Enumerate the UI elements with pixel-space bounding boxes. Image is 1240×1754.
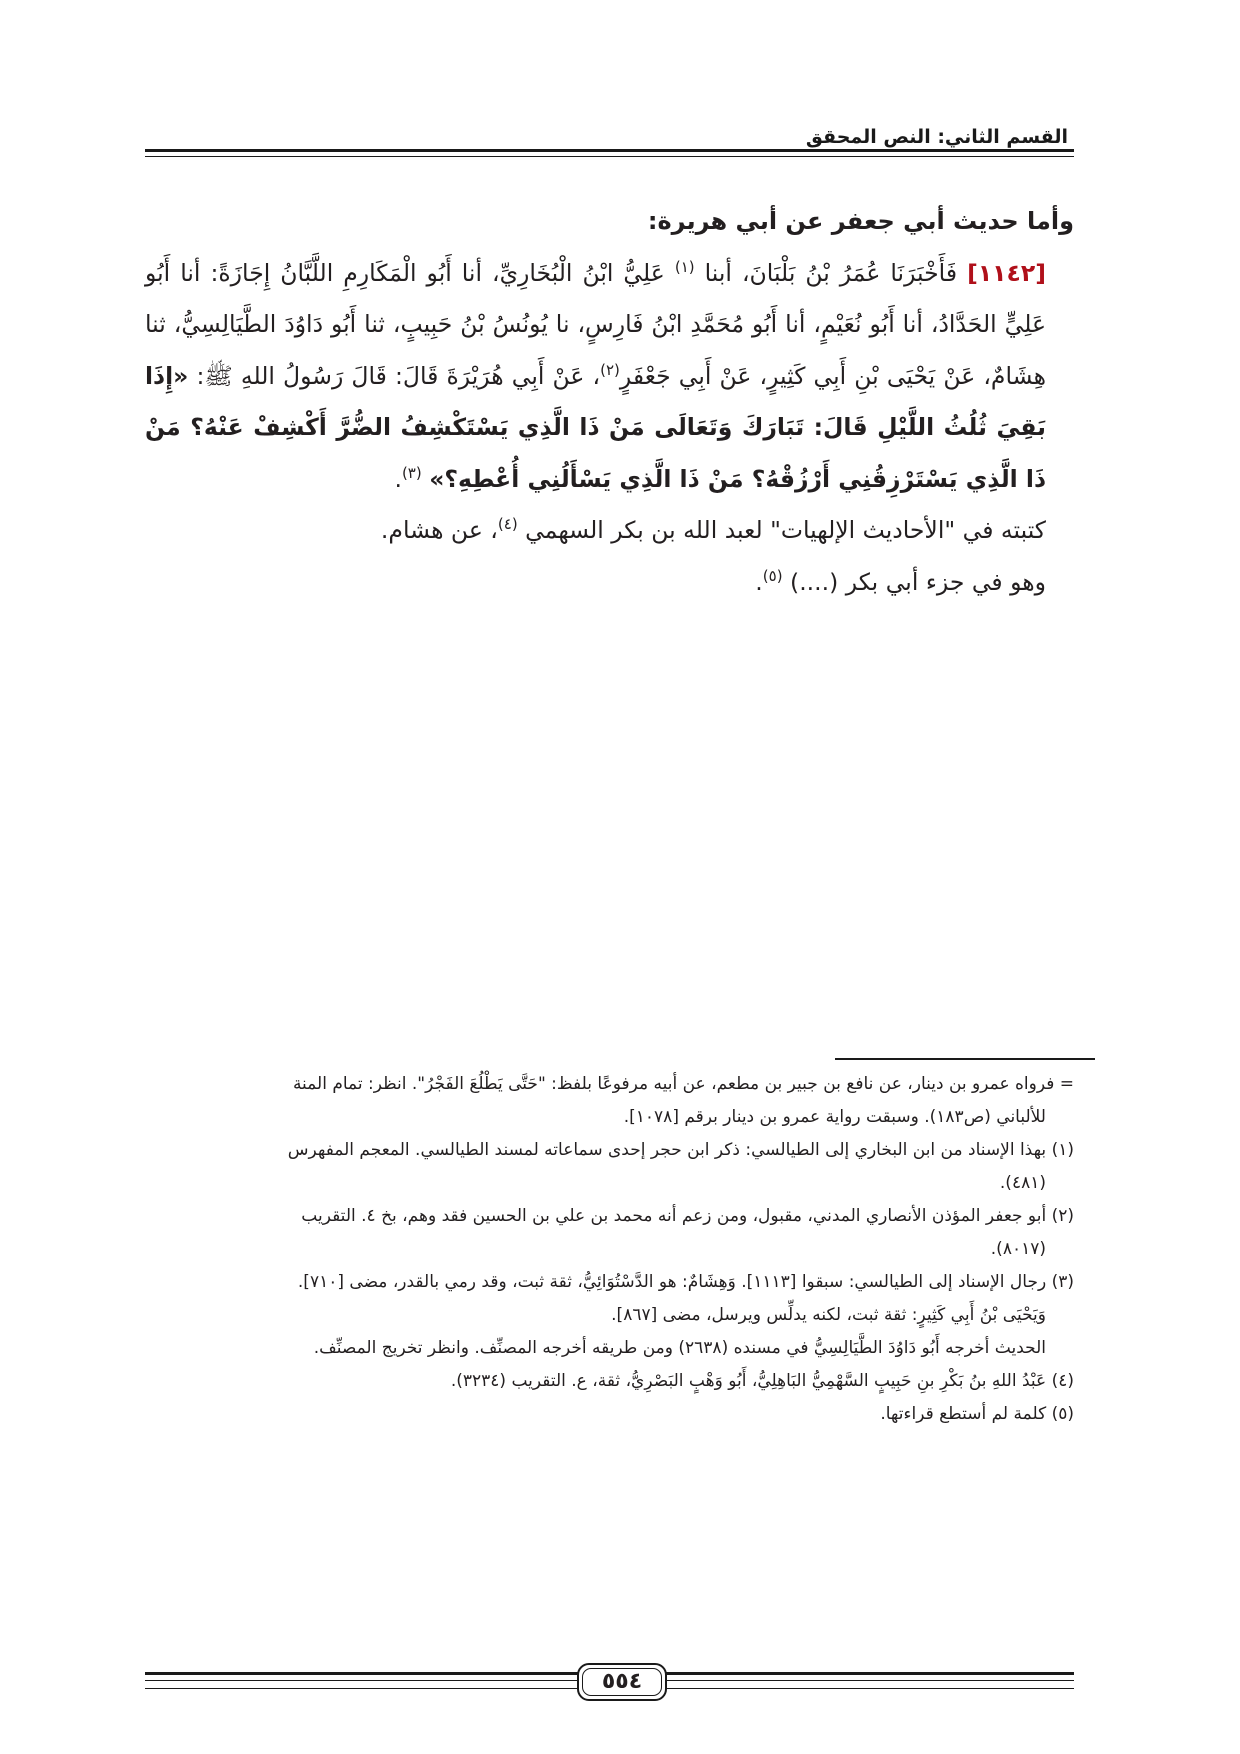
isnad-part-2: عَلِيُّ ابْنُ الْبُخَارِيِّ، أنا أَبُو الْمَكَارِمِ اللَّبَّانُ إِجَازَةً: أنا أَبُو عَلِيٍّ الحَدَّادُ، أنا أَبُو نُعَيْمٍ، أنا أَبُو مُحَمَّدِ ابْنُ فَارِسٍ، نا يُونُسُ بْنُ حَبِيبٍ، ثنا أَبُو دَاوُدَ الطَّيَالِسِيُّ، ثنا هِشَامٌ، عَنْ يَحْيَى بْنِ أَبِي كَثِيرٍ، عَنْ أَبِي جَعْفَرٍ	[145, 258, 1046, 390]
footnote-4: (٤) عَبْدُ اللهِ بنُ بَكْرِ بنِ حَبِيبٍ السَّهْمِيُّ البَاهِلِيُّ، أَبُو وَهْبٍ البَصْرِيُّ، ثقة، ع. التقريب (٣٢٣٤).	[450, 1371, 1074, 1391]
footnote-separator	[835, 1058, 1095, 1060]
hadith-number: [١١٤٢]	[967, 258, 1046, 287]
hadith-paragraph	[145, 248, 1074, 506]
continued-marker: =	[1059, 1074, 1074, 1094]
footnote-continued	[145, 1068, 1074, 1101]
juz-text-a: وهو في جزء أبي بكر (....)	[790, 567, 1046, 596]
footnote-5: (٥) كلمة لم أستطع قراءتها.	[880, 1404, 1074, 1424]
running-header: القسم الثاني: النص المحقق	[805, 126, 1068, 148]
continued-line-1: فرواه عمرو بن دينار، عن نافع بن جبير بن مطعم، عن أبيه مرفوعًا بلفظ: "حَتَّى يَطْلُعَ الفَجْرُ". انظر: تمام المنة	[292, 1074, 1055, 1094]
main-text	[145, 196, 1074, 608]
hadith-matn: «إِذَا بَقِيَ ثُلُثُ اللَّيْلِ قَالَ: تَبَارَكَ وَتَعَالَى مَنْ ذَا الَّذِي يَسْتَكْشِفُ الضُّرَّ أَكْشِفْ عَنْهُ؟ مَنْ ذَا الَّذِي يَسْتَرْزِقُنِي أَرْزُقْهُ؟ مَنْ ذَا الَّذِي يَسْأَلُنِي أُعْطِهِ؟»	[145, 361, 1046, 493]
footnote-3: (٣) رجال الإسناد إلى الطيالسي: سبقوا [١١١٣]. وَهِشَامٌ: هو الدَّسْتُوَائِيُّ، ثقة ثبت، وقد رمي بالقدر، مضى [٧١٠].	[297, 1272, 1074, 1292]
footnote-marker-2: (٢)	[600, 360, 620, 379]
paragraph-juz	[145, 557, 1074, 609]
footnote-marker-1: (١)	[674, 257, 695, 276]
page-number: ٥٥٤	[577, 1663, 667, 1701]
juz-text-b: .	[755, 567, 763, 596]
header-rule-thick	[145, 149, 1074, 152]
footnote-3-line-2: وَيَحْيَى بْنُ أَبِي كَثِيرٍ: ثقة ثبت، لكنه يدلِّس ويرسل، مضى [٨٦٧].	[611, 1305, 1046, 1325]
sources-text-b: ، عن هشام.	[380, 516, 498, 544]
footnote-marker-4: (٤)	[497, 515, 518, 534]
footnote-3-line-3: الحديث أخرجه أَبُو دَاوُدَ الطَّيَالِسِيُّ في مسنده (٢٦٣٨) ومن طريقه أخرجه المصنِّف. وانظر تخريج المصنِّف.	[313, 1338, 1046, 1358]
continued-line-2: للألباني (ص١٨٣). وسبقت رواية عمرو بن دينار برقم [١٠٧٨].	[623, 1107, 1046, 1127]
matn-end: .	[394, 464, 402, 493]
footnote-1: (١) بهذا الإسناد من ابن البخاري إلى الطيالسي: ذكر ابن حجر إحدى سماعاته لمسند الطيالسي. المعجم المفهرس	[287, 1140, 1074, 1160]
isnad-part-1: فَأَخْبَرَنَا عُمَرُ بْنُ بَلْبَانَ، أبنا	[704, 258, 958, 287]
footnote-2: (٢) أبو جعفر المؤذن الأنصاري المدني، مقبول، ومن زعم أنه محمد بن علي بن الحسين فقد وهم، بخ ٤. التقريب	[301, 1206, 1074, 1226]
footnote-1-cont: (٤٨١).	[999, 1173, 1046, 1193]
footnotes	[145, 1068, 1074, 1431]
footnote-marker-3: (٣)	[401, 463, 422, 482]
isnad-part-3: ، عَنْ أَبِي هُرَيْرَةَ قَالَ: قَالَ رَسُولُ اللهِ ﷺ:	[196, 361, 601, 390]
footnote-2-cont: (٨٠١٧).	[990, 1239, 1046, 1259]
header-rule-thin	[145, 156, 1074, 157]
sources-text-a: كتبته في "الأحاديث الإلهيات" لعبد الله بن بكر السهمي	[525, 516, 1046, 544]
footnote-marker-5: (٥)	[762, 566, 783, 585]
paragraph-sources	[145, 505, 1074, 557]
section-heading: وأما حديث أبي جعفر عن أبي هريرة:	[647, 207, 1074, 235]
